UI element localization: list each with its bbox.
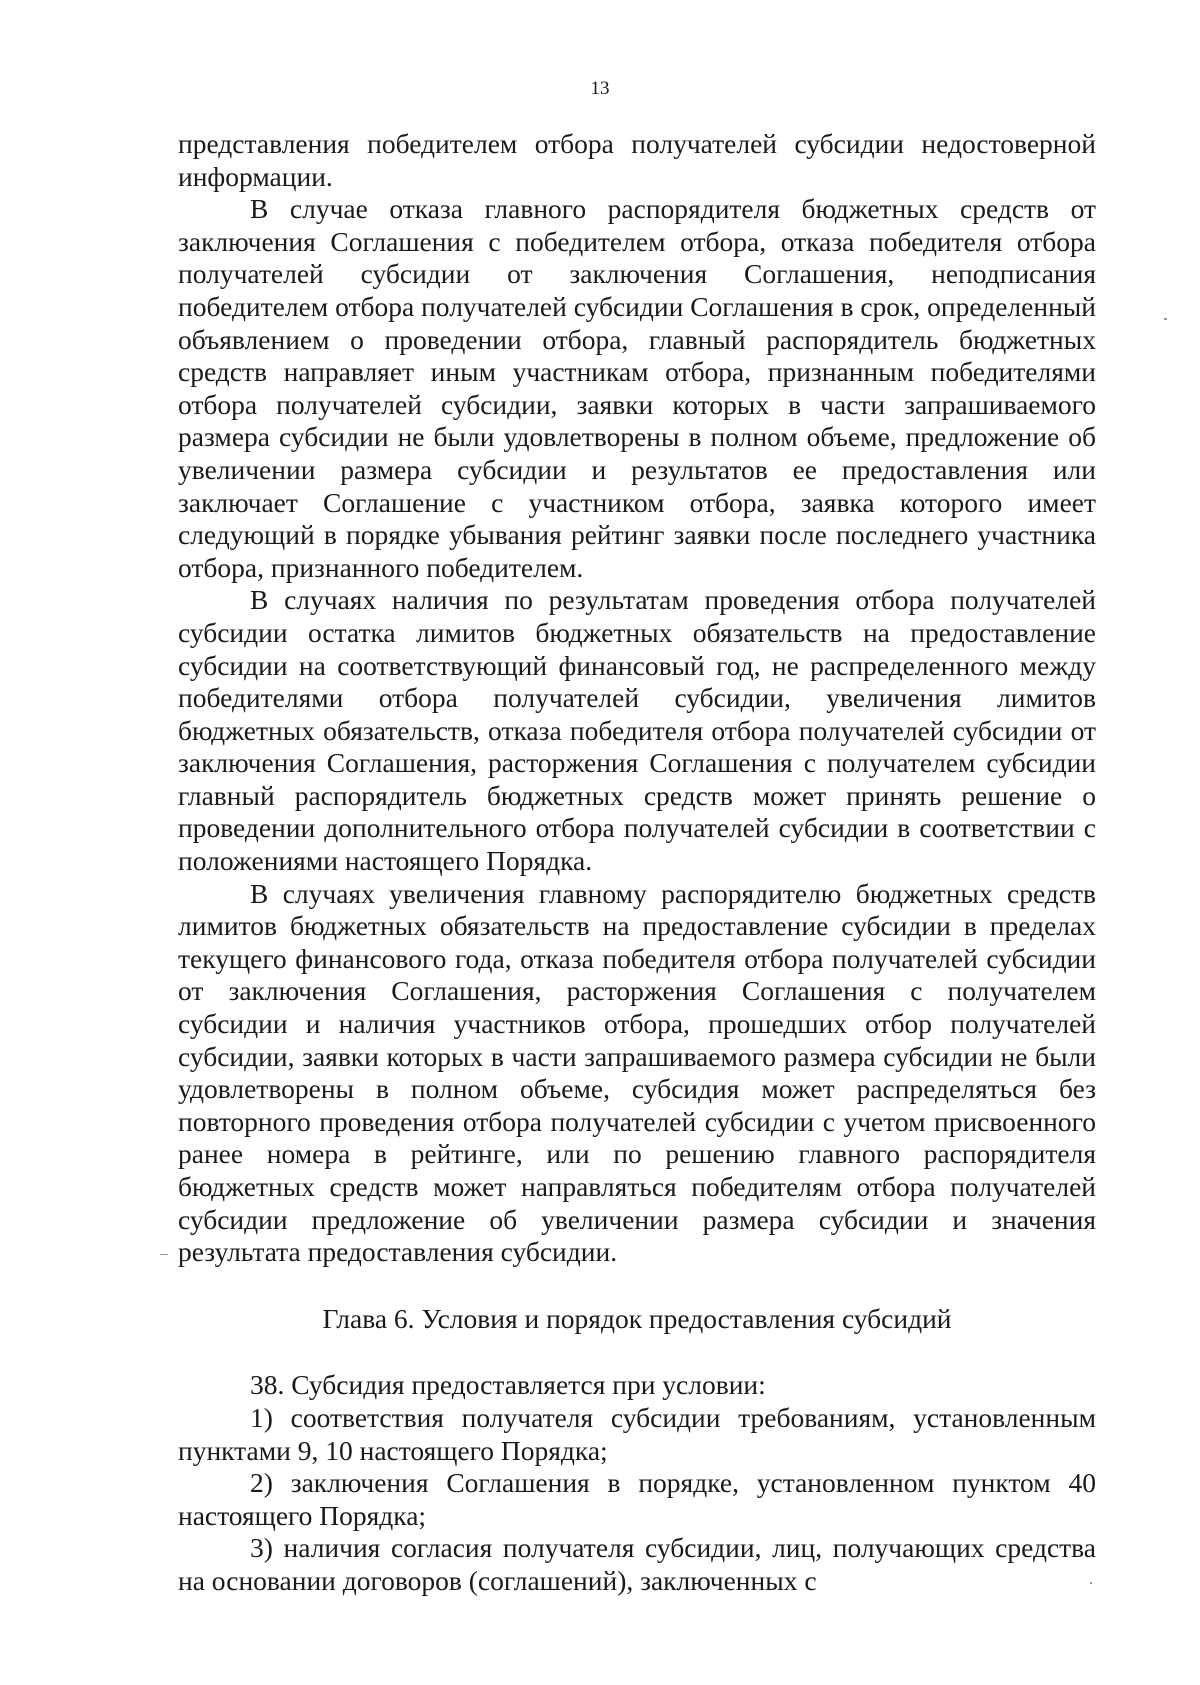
chapter-heading: Глава 6. Условия и порядок предоставления субсидий [322,1302,952,1334]
paragraph: В случае отказа главного распорядителя бюджетных средств от заключения Соглашения с победителем отбора, отказа победителя отбора получателей субсидии от заключения Соглашения, неподписания победителем отбора получателей субсидии Соглашения в срок, определенный объявлением о проведении отбора, главный распорядитель бюджетных средств направляет иным участникам отбора, признанным победителями отбора получателей субсидии, заявки которых в части запрашиваемого размера субсидии не были удовлетворены в полном объеме, предложение об увеличении размера субсидии и результатов ее предоставления или заключает Соглашение с участником отбора, заявка которого имеет следующий в порядке убывания рейтинг заявки после последнего участника отбора, признанного победителем. [178,193,1096,583]
scan-speck [1090,1582,1092,1584]
clause-38: 38. Субсидия предоставляется при условии: [250,1369,766,1401]
paragraph: В случаях увеличения главному распорядителю бюджетных средств лимитов бюджетных обязательств на предоставление субсидии в пределах текущего финансового года, отказа победителя отбора получателей субсидии от заключения Соглашения, расторжения Соглашения с получателем субсидии и наличия участников отбора, прошедших отбор получателей субсидии, заявки которых в части запрашиваемого размера субсидии не были удовлетворены в полном объеме, субсидия может распределяться без повторного проведения отбора получателей субсидии с учетом присвоенного ранее номера в рейтинге, или по решению главного распорядителя бюджетных средств может направляться победителям отбора получателей субсидии предложение об увеличении размера субсидии и значения результата предоставления субсидии. [178,877,1096,1268]
list-item-1: 1) соответствия получателя субсидии требованиям, установленным пунктами 9, 10 настоящего Порядка; [178,1401,1096,1466]
scan-speck [160,1254,168,1255]
list-item-2: 2) заключения Соглашения в порядке, установленном пунктом 40 настоящего Порядка; [178,1467,1096,1531]
page-number: 13 [590,78,610,99]
scan-speck [1164,318,1167,320]
paragraph: В случаях наличия по результатам проведения отбора получателей субсидии остатка лимитов бюджетных обязательств на предоставление субсидии на соответствующий финансовый год, не распределенного между победителями отбора получателей субсидии, увеличения лимитов бюджетных обязательств, отказа победителя отбора получателей субсидии от заключения Соглашения, расторжения Соглашения с получателем субсидии главный распорядитель бюджетных средств может принять решение о проведении дополнительного отбора получателей субсидии в соответствии с положениями настоящего Порядка. [178,584,1096,877]
list-item-3: 3) наличия согласия получателя субсидии, лиц, получающих средства на основании договоров (соглашений), заключенных с [178,1532,1096,1596]
paragraph-continuation: представления победителем отбора получателей субсидии недостоверной информации. [178,128,1096,192]
document-body [178,128,1096,1598]
